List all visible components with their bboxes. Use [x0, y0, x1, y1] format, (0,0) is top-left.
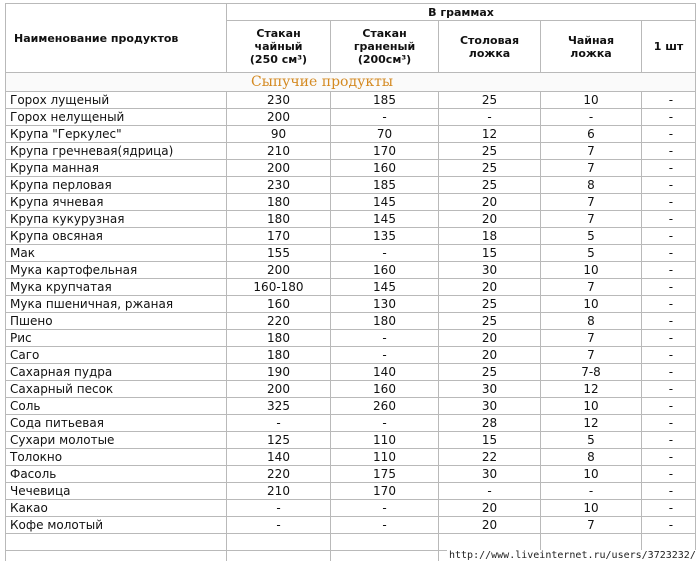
column-header-teaspoon: Чайная ложка	[541, 21, 642, 73]
tea-glass-value: 140	[227, 449, 331, 466]
faceted-glass-value: 160	[331, 262, 439, 279]
tea-glass-value: 230	[227, 177, 331, 194]
faceted-glass-value: -	[331, 347, 439, 364]
empty-cell	[6, 534, 227, 551]
faceted-glass-value: 135	[331, 228, 439, 245]
table-row	[6, 92, 696, 109]
per-piece-value: -	[642, 483, 696, 500]
teaspoon-value: 7	[541, 517, 642, 534]
faceted-glass-value: 160	[331, 381, 439, 398]
faceted-glass-value: 130	[331, 296, 439, 313]
per-piece-value: -	[642, 364, 696, 381]
tablespoon-value: 25	[439, 160, 541, 177]
table-row	[6, 347, 696, 364]
tea-glass-value: 200	[227, 381, 331, 398]
tablespoon-value: 25	[439, 296, 541, 313]
tablespoon-value: 15	[439, 245, 541, 262]
tea-glass-value: 325	[227, 398, 331, 415]
product-name: Мука картофельная	[6, 262, 227, 279]
tablespoon-value: 25	[439, 177, 541, 194]
empty-cell	[439, 534, 541, 551]
tea-glass-value: 190	[227, 364, 331, 381]
teaspoon-value: 6	[541, 126, 642, 143]
product-name: Крупа ячневая	[6, 194, 227, 211]
tablespoon-value: 20	[439, 330, 541, 347]
tablespoon-value: 18	[439, 228, 541, 245]
per-piece-value: -	[642, 228, 696, 245]
products-weight-table	[5, 3, 696, 561]
empty-cell	[541, 534, 642, 551]
table-row	[6, 381, 696, 398]
tea-glass-value: 200	[227, 262, 331, 279]
teaspoon-value: 5	[541, 432, 642, 449]
per-piece-value: -	[642, 194, 696, 211]
empty-cell	[331, 534, 439, 551]
table-row	[6, 313, 696, 330]
tablespoon-value: 22	[439, 449, 541, 466]
per-piece-value: -	[642, 330, 696, 347]
tablespoon-value: 20	[439, 194, 541, 211]
product-name: Сухари молотые	[6, 432, 227, 449]
product-name: Крупа гречневая(ядрица)	[6, 143, 227, 160]
tea-glass-value: 180	[227, 347, 331, 364]
per-piece-value: -	[642, 449, 696, 466]
product-name: Сахарный песок	[6, 381, 227, 398]
column-header-faceted-glass: Стакан граненый (200см³)	[331, 21, 439, 73]
per-piece-value: -	[642, 347, 696, 364]
table-row	[6, 194, 696, 211]
product-name: Горох лущеный	[6, 92, 227, 109]
product-name: Мука пшеничная, ржаная	[6, 296, 227, 313]
per-piece-value: -	[642, 296, 696, 313]
table-row	[6, 228, 696, 245]
teaspoon-value: 7-8	[541, 364, 642, 381]
teaspoon-value: 12	[541, 381, 642, 398]
faceted-glass-value: 110	[331, 449, 439, 466]
tea-glass-value: 125	[227, 432, 331, 449]
tea-glass-value: 220	[227, 313, 331, 330]
tablespoon-value: 25	[439, 364, 541, 381]
per-piece-value: -	[642, 279, 696, 296]
tea-glass-value: 230	[227, 92, 331, 109]
tablespoon-value: -	[439, 109, 541, 126]
per-piece-value: -	[642, 432, 696, 449]
product-name: Крупа перловая	[6, 177, 227, 194]
teaspoon-value: 10	[541, 398, 642, 415]
faceted-glass-value: 145	[331, 279, 439, 296]
table-row	[6, 500, 696, 517]
column-header-tea-glass: Стакан чайный (250 см³)	[227, 21, 331, 73]
tea-glass-value: 220	[227, 466, 331, 483]
teaspoon-value: 7	[541, 330, 642, 347]
teaspoon-value: 7	[541, 279, 642, 296]
faceted-glass-value: -	[331, 415, 439, 432]
faceted-glass-value: 260	[331, 398, 439, 415]
product-name: Мак	[6, 245, 227, 262]
teaspoon-value: 5	[541, 228, 642, 245]
empty-cell	[642, 534, 696, 551]
teaspoon-value: 7	[541, 160, 642, 177]
table-row	[6, 517, 696, 534]
per-piece-value: -	[642, 160, 696, 177]
tablespoon-value: 28	[439, 415, 541, 432]
section-title: Сыпучие продукты	[6, 73, 696, 92]
column-header-tablespoon: Столовая ложка	[439, 21, 541, 73]
faceted-glass-value: 145	[331, 211, 439, 228]
teaspoon-value: 10	[541, 500, 642, 517]
faceted-glass-value: 175	[331, 466, 439, 483]
per-piece-value: -	[642, 500, 696, 517]
tea-glass-value: 170	[227, 228, 331, 245]
tablespoon-value: 20	[439, 279, 541, 296]
tea-glass-value: 155	[227, 245, 331, 262]
teaspoon-value: 8	[541, 313, 642, 330]
product-name: Кофе молотый	[6, 517, 227, 534]
table-row	[6, 109, 696, 126]
tablespoon-value: 12	[439, 126, 541, 143]
tablespoon-value: 30	[439, 262, 541, 279]
teaspoon-value: 5	[541, 245, 642, 262]
teaspoon-value: 10	[541, 466, 642, 483]
teaspoon-value: -	[541, 483, 642, 500]
tablespoon-value: 20	[439, 517, 541, 534]
tea-glass-value: 160	[227, 296, 331, 313]
tea-glass-value: -	[227, 517, 331, 534]
table-row	[6, 415, 696, 432]
table-row	[6, 177, 696, 194]
per-piece-value: -	[642, 398, 696, 415]
product-name: Сода питьевая	[6, 415, 227, 432]
tea-glass-value: 180	[227, 211, 331, 228]
tablespoon-value: 15	[439, 432, 541, 449]
product-name: Толокно	[6, 449, 227, 466]
faceted-glass-value: 70	[331, 126, 439, 143]
empty-cell	[6, 551, 227, 562]
per-piece-value: -	[642, 381, 696, 398]
per-piece-value: -	[642, 143, 696, 160]
tablespoon-value: 30	[439, 398, 541, 415]
teaspoon-value: 7	[541, 143, 642, 160]
table-row	[6, 364, 696, 381]
per-piece-value: -	[642, 211, 696, 228]
teaspoon-value: 7	[541, 347, 642, 364]
faceted-glass-value: -	[331, 517, 439, 534]
product-name: Крупа кукурузная	[6, 211, 227, 228]
faceted-glass-value: 140	[331, 364, 439, 381]
teaspoon-value: 7	[541, 194, 642, 211]
product-name: Мука крупчатая	[6, 279, 227, 296]
per-piece-value: -	[642, 517, 696, 534]
tea-glass-value: 210	[227, 143, 331, 160]
faceted-glass-value: 110	[331, 432, 439, 449]
faceted-glass-value: 185	[331, 177, 439, 194]
watermark-url: http://www.liveinternet.ru/users/3723232/	[449, 550, 696, 561]
per-piece-value: -	[642, 415, 696, 432]
column-group-header: В граммах	[227, 4, 696, 21]
tablespoon-value: 20	[439, 500, 541, 517]
per-piece-value: -	[642, 245, 696, 262]
empty-row	[6, 534, 696, 551]
faceted-glass-value: -	[331, 330, 439, 347]
tea-glass-value: 180	[227, 330, 331, 347]
faceted-glass-value: 145	[331, 194, 439, 211]
table-row	[6, 449, 696, 466]
table-row	[6, 296, 696, 313]
product-name: Какао	[6, 500, 227, 517]
tablespoon-value: 30	[439, 381, 541, 398]
tea-glass-value: 200	[227, 109, 331, 126]
product-name: Рис	[6, 330, 227, 347]
table-row	[6, 466, 696, 483]
per-piece-value: -	[642, 313, 696, 330]
faceted-glass-value: 170	[331, 143, 439, 160]
product-name: Чечевица	[6, 483, 227, 500]
tea-glass-value: -	[227, 500, 331, 517]
tea-glass-value: 210	[227, 483, 331, 500]
product-name: Горох нелущеный	[6, 109, 227, 126]
table-row	[6, 143, 696, 160]
tablespoon-value: 25	[439, 143, 541, 160]
product-name: Сахарная пудра	[6, 364, 227, 381]
teaspoon-value: -	[541, 109, 642, 126]
table-row	[6, 483, 696, 500]
product-name: Крупа "Геркулес"	[6, 126, 227, 143]
tea-glass-value: 90	[227, 126, 331, 143]
table-row	[6, 432, 696, 449]
product-name: Фасоль	[6, 466, 227, 483]
empty-cell	[331, 551, 439, 562]
per-piece-value: -	[642, 262, 696, 279]
tea-glass-value: 160-180	[227, 279, 331, 296]
product-name: Соль	[6, 398, 227, 415]
teaspoon-value: 8	[541, 449, 642, 466]
tablespoon-value: 20	[439, 347, 541, 364]
table-row	[6, 126, 696, 143]
tea-glass-value: -	[227, 415, 331, 432]
faceted-glass-value: -	[331, 109, 439, 126]
product-name: Пшено	[6, 313, 227, 330]
per-piece-value: -	[642, 466, 696, 483]
teaspoon-value: 10	[541, 296, 642, 313]
empty-cell	[227, 551, 331, 562]
table-row	[6, 398, 696, 415]
empty-cell	[227, 534, 331, 551]
tablespoon-value: -	[439, 483, 541, 500]
tablespoon-value: 25	[439, 313, 541, 330]
per-piece-value: -	[642, 177, 696, 194]
tablespoon-value: 20	[439, 211, 541, 228]
per-piece-value: -	[642, 109, 696, 126]
per-piece-value: -	[642, 92, 696, 109]
column-header-per-piece: 1 шт	[642, 21, 696, 73]
teaspoon-value: 8	[541, 177, 642, 194]
faceted-glass-value: 180	[331, 313, 439, 330]
table-row	[6, 262, 696, 279]
faceted-glass-value: -	[331, 500, 439, 517]
table-row	[6, 279, 696, 296]
product-name: Крупа манная	[6, 160, 227, 177]
table-row	[6, 330, 696, 347]
faceted-glass-value: 170	[331, 483, 439, 500]
teaspoon-value: 12	[541, 415, 642, 432]
table-row	[6, 211, 696, 228]
tablespoon-value: 30	[439, 466, 541, 483]
teaspoon-value: 10	[541, 92, 642, 109]
tea-glass-value: 180	[227, 194, 331, 211]
tablespoon-value: 25	[439, 92, 541, 109]
table-row	[6, 160, 696, 177]
column-header-name: Наименование продуктов	[6, 4, 227, 73]
product-name: Крупа овсяная	[6, 228, 227, 245]
table-row	[6, 245, 696, 262]
faceted-glass-value: 160	[331, 160, 439, 177]
faceted-glass-value: -	[331, 245, 439, 262]
faceted-glass-value: 185	[331, 92, 439, 109]
teaspoon-value: 10	[541, 262, 642, 279]
teaspoon-value: 7	[541, 211, 642, 228]
per-piece-value: -	[642, 126, 696, 143]
tea-glass-value: 200	[227, 160, 331, 177]
product-name: Саго	[6, 347, 227, 364]
